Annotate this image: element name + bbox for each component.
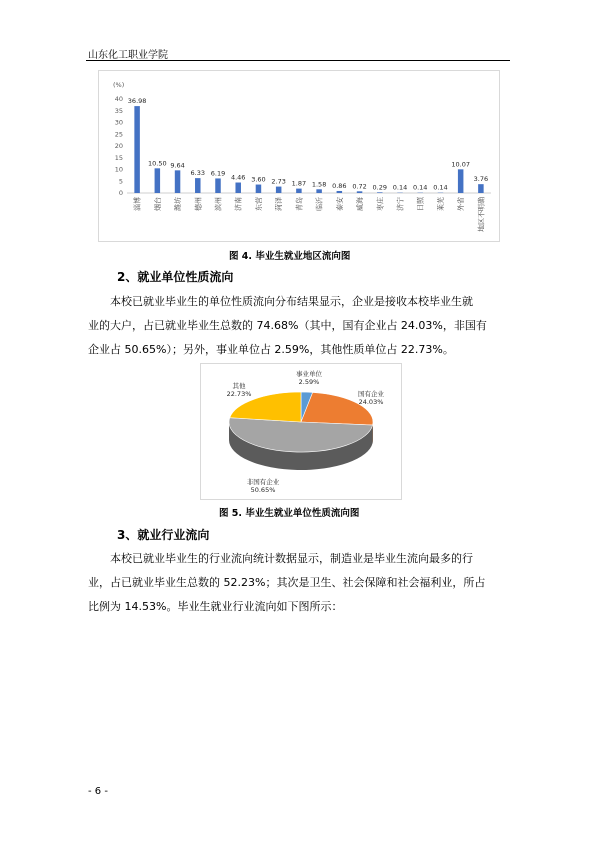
bar-value-label: 2.73 — [271, 177, 286, 186]
figure4-caption: 图 4. 毕业生就业地区流向图 — [229, 251, 351, 262]
y-unit-label: (%) — [113, 81, 125, 89]
x-tick-label: 济南 — [234, 197, 243, 211]
bar-value-label: 6.19 — [210, 169, 226, 178]
bar — [377, 192, 383, 193]
section3-heading: 3、就业行业流向 — [117, 528, 210, 542]
x-tick-label: 淄博 — [133, 197, 142, 211]
page-number: - 6 - — [88, 786, 108, 797]
page-header-title: 山东化工职业学院 — [88, 50, 168, 61]
bar — [296, 189, 302, 193]
paragraph-line: 业的大户，占已就业毕业生总数的 74.68%（其中，国有企业占 24.03%，非国有 — [88, 319, 487, 332]
bar — [276, 187, 282, 193]
y-tick-label: 0 — [118, 189, 123, 198]
section2-paragraph — [88, 290, 508, 362]
pie-category-label: 非国有企业 — [246, 478, 280, 486]
bar-value-label: 3.76 — [473, 175, 489, 184]
bar — [134, 106, 140, 193]
section3-paragraph — [88, 547, 508, 619]
figure5-caption: 图 5. 毕业生就业单位性质流向图 — [219, 508, 360, 519]
x-tick-label: 德州 — [194, 197, 203, 211]
pie-value-label: 50.65% — [250, 486, 276, 494]
bar — [215, 178, 221, 193]
bar-value-label: 9.64 — [170, 161, 185, 170]
header-rule — [86, 60, 510, 61]
y-tick-label: 10 — [114, 165, 123, 174]
bar-value-label: 0.14 — [392, 183, 408, 192]
bar — [256, 185, 262, 193]
y-tick-label: 30 — [114, 118, 123, 127]
bar — [337, 191, 343, 193]
x-tick-label: 日照 — [416, 197, 425, 211]
x-tick-label: 菏泽 — [275, 197, 284, 211]
y-tick-label: 15 — [114, 153, 123, 162]
x-tick-label: 滨州 — [214, 197, 223, 211]
bar-value-label: 1.87 — [291, 179, 307, 188]
bar-value-label: 0.14 — [412, 183, 428, 192]
region-bar-chart-svg — [99, 71, 499, 241]
bar-value-label: 0.29 — [372, 183, 388, 192]
y-tick-label: 5 — [118, 177, 123, 186]
x-tick-label: 莱芜 — [436, 197, 445, 211]
unit-type-pie-chart-svg — [201, 364, 401, 499]
bar — [316, 189, 322, 193]
bar-value-label: 10.07 — [451, 160, 470, 169]
bar-value-label: 0.14 — [433, 183, 448, 192]
x-tick-label: 烟台 — [153, 197, 162, 211]
x-tick-label: 泰安 — [335, 196, 344, 211]
section2-heading: 2、就业单位性质流向 — [117, 270, 234, 284]
x-tick-label: 临沂 — [315, 197, 324, 211]
bar — [478, 184, 484, 193]
bar-value-label: 4.46 — [230, 173, 246, 182]
x-tick-label: 地区不明确 — [477, 197, 486, 232]
paragraph-line: 本校已就业毕业生的单位性质流向分布结果显示，企业是接收本校毕业生就 — [110, 295, 473, 308]
bar-value-label: 6.33 — [190, 169, 206, 178]
bar-value-label: 10.50 — [148, 159, 167, 168]
bar — [175, 170, 181, 193]
bar-value-label: 0.72 — [352, 182, 367, 191]
pie-category-label: 事业单位 — [296, 370, 322, 378]
x-tick-label: 东营 — [254, 197, 263, 211]
x-tick-label: 威海 — [356, 197, 365, 211]
pie-category-label: 其他 — [232, 382, 246, 390]
paragraph-line: 本校已就业毕业生的行业流向统计数据显示，制造业是毕业生流向最多的行 — [110, 552, 473, 565]
pie-value-label: 22.73% — [226, 390, 252, 398]
unit-type-pie-chart — [200, 363, 402, 500]
y-tick-label: 25 — [114, 130, 123, 139]
bar-value-label: 0.86 — [332, 181, 347, 190]
pie-value-label: 2.59% — [298, 378, 320, 386]
x-tick-label: 青岛 — [295, 197, 304, 211]
bar — [235, 183, 241, 193]
x-tick-label: 外省 — [457, 197, 466, 211]
region-bar-chart — [98, 70, 500, 242]
y-tick-label: 20 — [114, 142, 123, 151]
x-tick-label: 潍坊 — [174, 197, 183, 211]
bar — [155, 168, 161, 193]
pie-category-label: 国有企业 — [358, 390, 384, 398]
x-tick-label: 济宁 — [396, 197, 405, 211]
paragraph-line: 比例为 14.53%。毕业生就业行业流向如下图所示： — [88, 600, 343, 613]
paragraph-line: 企业占 50.65%）；另外，事业单位占 2.59%，其他性质单位占 22.73%。 — [88, 343, 454, 356]
x-tick-label: 枣庄 — [376, 197, 385, 211]
bar-value-label: 36.98 — [127, 97, 147, 106]
paragraph-line: 业，占已就业毕业生总数的 52.23%；其次是卫生、社会保障和社会福利业，所占 — [88, 576, 486, 589]
y-tick-label: 35 — [114, 106, 123, 115]
y-tick-label: 40 — [114, 95, 123, 104]
bar-value-label: 1.58 — [311, 180, 327, 189]
bar — [357, 191, 363, 193]
bar-value-label: 3.60 — [251, 175, 266, 184]
bar — [195, 178, 201, 193]
bar — [458, 169, 464, 193]
pie-value-label: 24.03% — [358, 398, 384, 406]
